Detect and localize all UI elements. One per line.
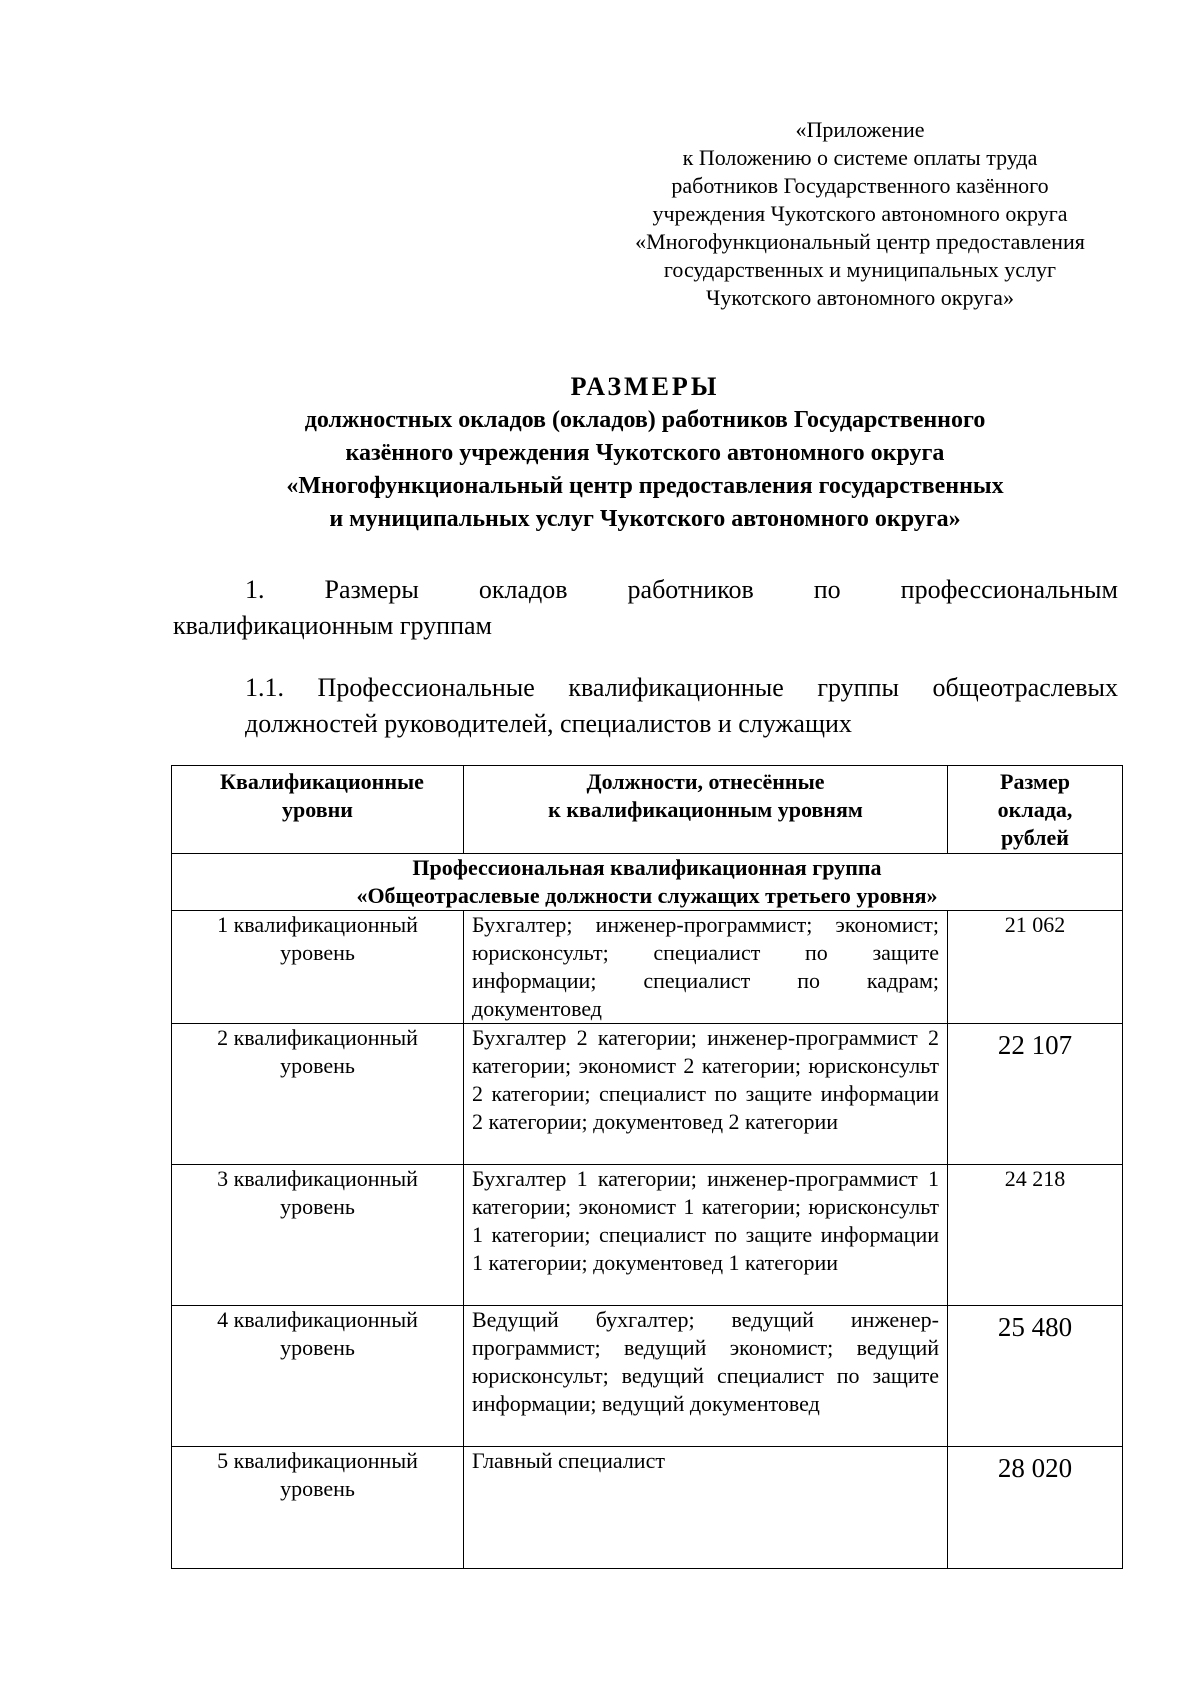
- level-text: 2 квалификационный уровень: [217, 1025, 418, 1078]
- header-text: Размер оклада, рублей: [997, 769, 1073, 850]
- salary-cell: 28 020: [948, 1447, 1123, 1569]
- level-cell: [172, 1165, 464, 1306]
- level-text: 5 квалификационный уровень: [217, 1448, 418, 1501]
- salary-cell: 22 107: [948, 1024, 1123, 1165]
- level-cell: [172, 1447, 464, 1569]
- section-1-word: Размеры: [324, 575, 419, 604]
- group-title: [172, 854, 1123, 911]
- title-line: и муниципальных услуг Чукотского автономного округа»: [329, 506, 961, 532]
- title-line: казённого учреждения Чукотского автономного округа: [345, 440, 945, 466]
- salary-cell: 24 218: [948, 1165, 1123, 1306]
- section-1-word: 1.: [245, 575, 265, 604]
- table-row: [172, 1165, 1123, 1306]
- appendix-line: работников Государственного казённого: [671, 173, 1049, 198]
- section-1-word: окладов: [478, 575, 568, 604]
- table-row: [172, 1024, 1123, 1165]
- appendix-line: к Положению о системе оплаты труда: [682, 145, 1038, 170]
- positions-cell: Бухгалтер 2 категории; инженер-программист 2 категории; экономист 2 категории; юрисконсульт 2 категории; специалист по защите информации 2 категории; документовед 2 категории: [464, 1024, 948, 1165]
- group-row: [172, 854, 1123, 911]
- section-1-1-text: 1.1. Профессиональные квалификационные группы общеотраслевых должностей руководителей, специалистов и служащих: [245, 673, 1118, 738]
- section-1-heading: [173, 572, 1118, 644]
- section-1-1-heading: [173, 670, 1118, 742]
- level-text: 3 квалификационный уровень: [217, 1166, 418, 1219]
- appendix-line: государственных и муниципальных услуг: [663, 257, 1057, 282]
- header-positions: [464, 766, 948, 854]
- appendix-line: учреждения Чукотского автономного округа: [652, 201, 1068, 226]
- title-line: должностных окладов (окладов) работников Государственного: [304, 407, 986, 433]
- positions-cell: Главный специалист: [464, 1447, 948, 1569]
- positions-cell: Бухгалтер; инженер-программист; экономист; юрисконсульт; специалист по защите информации; специалист по кадрам; документовед: [464, 911, 948, 1024]
- salary-cell: 25 480: [948, 1306, 1123, 1447]
- level-text: 4 квалификационный уровень: [217, 1307, 418, 1360]
- section-1-word: по: [813, 575, 841, 604]
- document-title: [170, 370, 1120, 536]
- level-text: 1 квалификационный уровень: [217, 912, 418, 965]
- section-1-first-line: [173, 572, 1118, 608]
- positions-cell: Бухгалтер 1 категории; инженер-программист 1 категории; экономист 1 категории; юрисконсульт 1 категории; специалист по защите информации 1 категории; документовед 1 категории: [464, 1165, 948, 1306]
- salary-table: [171, 765, 1123, 1569]
- positions-cell: Ведущий бухгалтер; ведущий инженер-программист; ведущий экономист; ведущий юрисконсульт; ведущий специалист по защите информации; ведущий документовед: [464, 1306, 948, 1447]
- section-1-continuation: квалификационным группам: [173, 611, 492, 640]
- section-1-word: работников: [627, 575, 754, 604]
- header-qualification-levels: [172, 766, 464, 854]
- table-row: [172, 911, 1123, 1024]
- level-cell: [172, 1306, 464, 1447]
- header-salary: [948, 766, 1123, 854]
- table-header-row: [172, 766, 1123, 854]
- appendix-line: «Приложение: [795, 117, 925, 142]
- section-1-word: профессиональным: [900, 575, 1118, 604]
- appendix-line: «Многофункциональный центр предоставления: [635, 229, 1085, 254]
- title-line: «Многофункциональный центр предоставления государственных: [286, 473, 1004, 499]
- level-cell: [172, 1024, 464, 1165]
- title-subtitle: [170, 404, 1120, 536]
- level-cell: [172, 911, 464, 1024]
- group-line: «Общеотраслевые должности служащих третьего уровня»: [356, 883, 938, 908]
- header-text: Квалификационные уровни: [220, 769, 424, 822]
- group-line: Профессиональная квалификационная группа: [412, 855, 882, 880]
- appendix-header: [600, 116, 1120, 312]
- title-main: РАЗМЕРЫ: [570, 372, 720, 401]
- salary-cell: 21 062: [948, 911, 1123, 1024]
- header-text: Должности, отнесённые: [586, 769, 825, 794]
- table-row: [172, 1447, 1123, 1569]
- header-text: к квалификационным уровням: [548, 797, 863, 822]
- appendix-line: Чукотского автономного округа»: [706, 285, 1014, 310]
- table-row: [172, 1306, 1123, 1447]
